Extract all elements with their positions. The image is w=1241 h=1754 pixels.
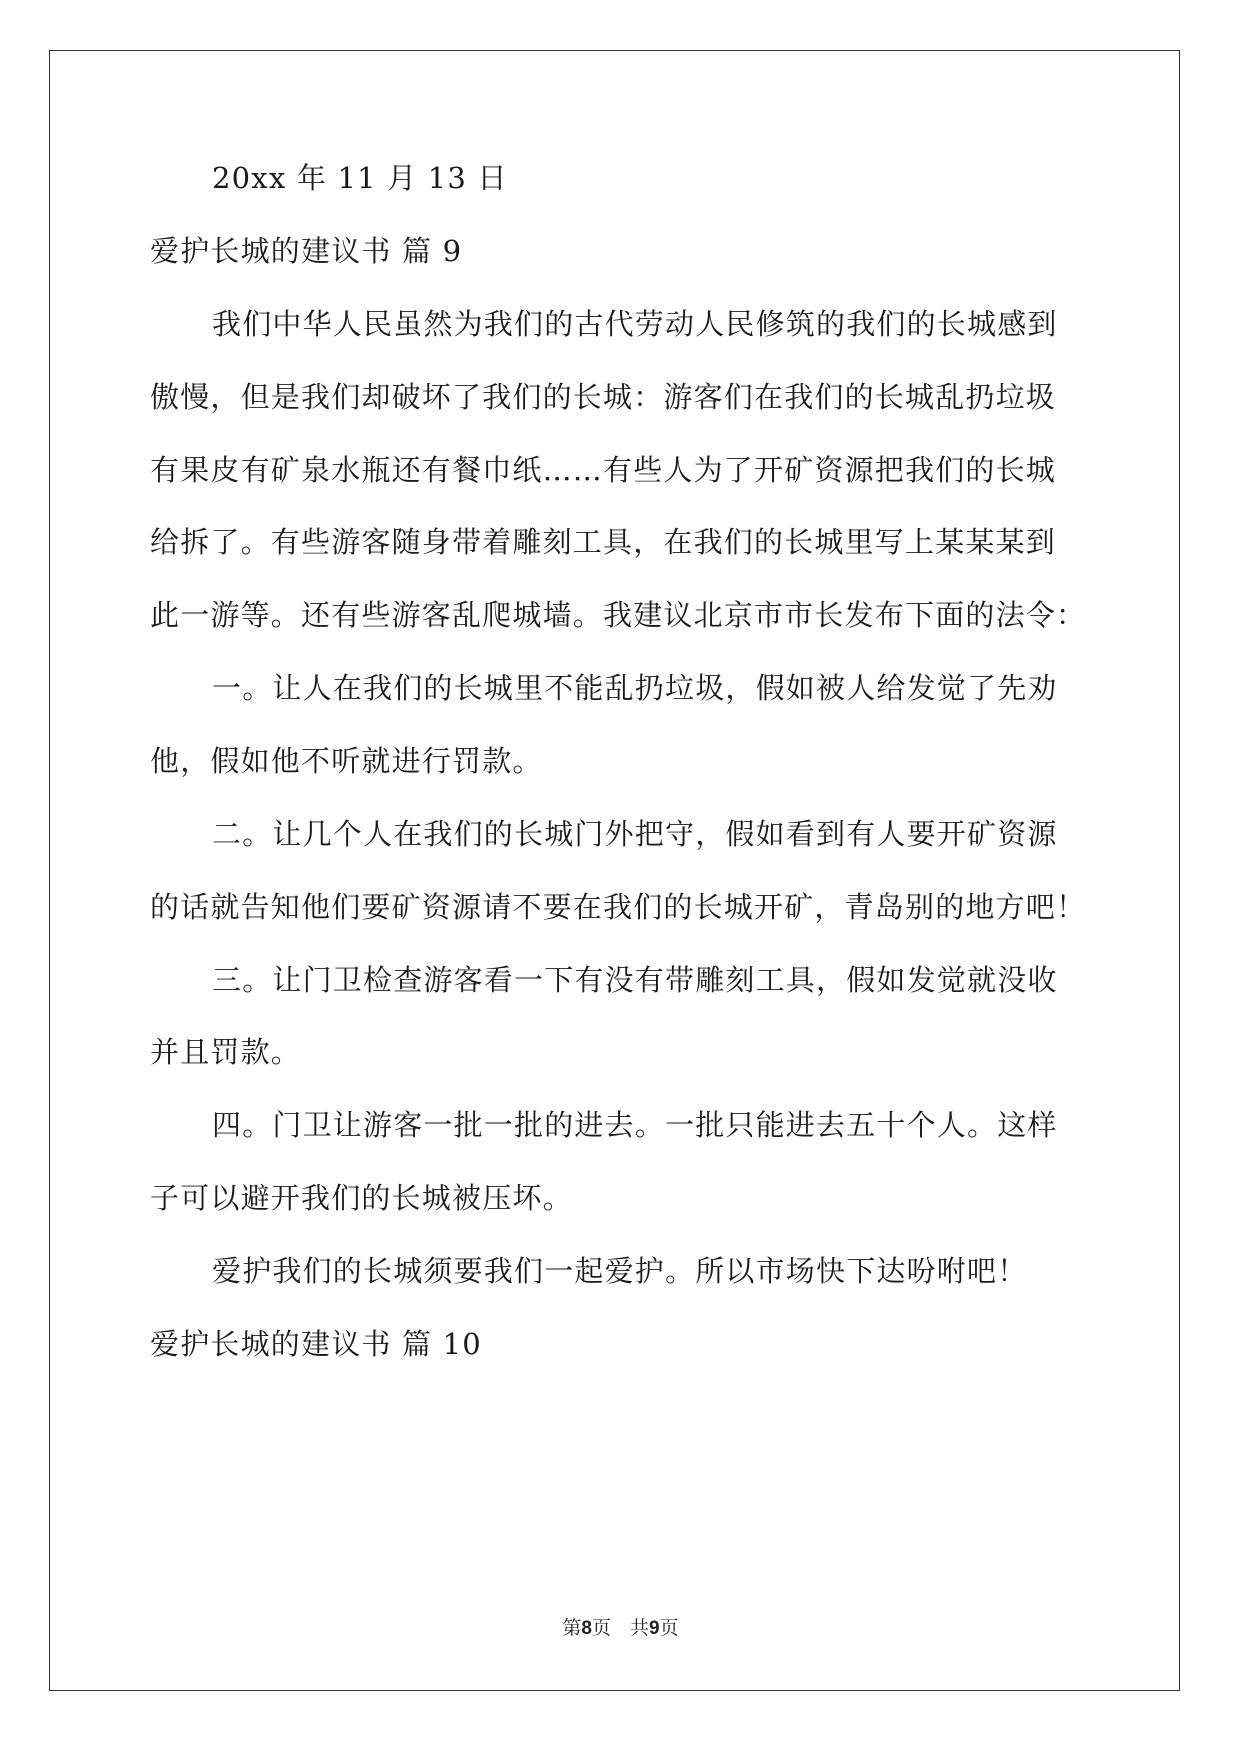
page-footer (0, 1616, 1241, 1641)
date-line: 20xx 年 11 月 13 日 (212, 161, 508, 195)
paragraph-line: 爱护我们的长城须要我们一起爱护。所以市场快下达吩咐吧！ (212, 1254, 1028, 1288)
page-border (49, 50, 1180, 1691)
paragraph-line: 二。让几个人在我们的长城门外把守，假如看到有人要开矿资源 (212, 817, 1058, 851)
paragraph-line: 子可以避开我们的长城被压坏。 (150, 1181, 573, 1215)
total-page-number: 9 (649, 1618, 660, 1639)
paragraph-line: 四。门卫让游客一批一批的进去。一批只能进去五十个人。这样 (212, 1108, 1058, 1142)
paragraph-line: 三。让门卫检查游客看一下有没有带雕刻工具，假如发觉就没收 (212, 963, 1058, 997)
paragraph-line: 傲慢，但是我们却破坏了我们的长城：游客们在我们的长城乱扔垃圾 (150, 380, 1057, 414)
footer-middle: 页 共 (591, 1617, 649, 1639)
paragraph-line: 我们中华人民虽然为我们的古代劳动人民修筑的我们的长城感到 (212, 307, 1058, 341)
paragraph-line: 给拆了。有些游客随身带着雕刻工具，在我们的长城里写上某某某到 (150, 525, 1057, 559)
paragraph-line: 一。让人在我们的长城里不能乱扔垃圾，假如被人给发觉了先劝 (212, 671, 1058, 705)
paragraph-line: 的话就告知他们要矿资源请不要在我们的长城开矿，青岛别的地方吧！ (150, 890, 1087, 924)
section-heading-10: 爱护长城的建议书 篇 10 (150, 1327, 482, 1361)
paragraph-line: 并且罚款。 (150, 1035, 302, 1069)
current-page-number: 8 (581, 1618, 592, 1639)
paragraph-line: 有果皮有矿泉水瓶还有餐巾纸……有些人为了开矿资源把我们的长城 (150, 453, 1057, 487)
section-heading-9: 爱护长城的建议书 篇 9 (150, 234, 463, 268)
footer-prefix: 第 (562, 1617, 582, 1639)
paragraph-line: 他，假如他不听就进行罚款。 (150, 744, 543, 778)
paragraph-line: 此一游等。还有些游客乱爬城墙。我建议北京市市长发布下面的法令： (150, 598, 1087, 632)
footer-suffix: 页 (659, 1617, 679, 1639)
